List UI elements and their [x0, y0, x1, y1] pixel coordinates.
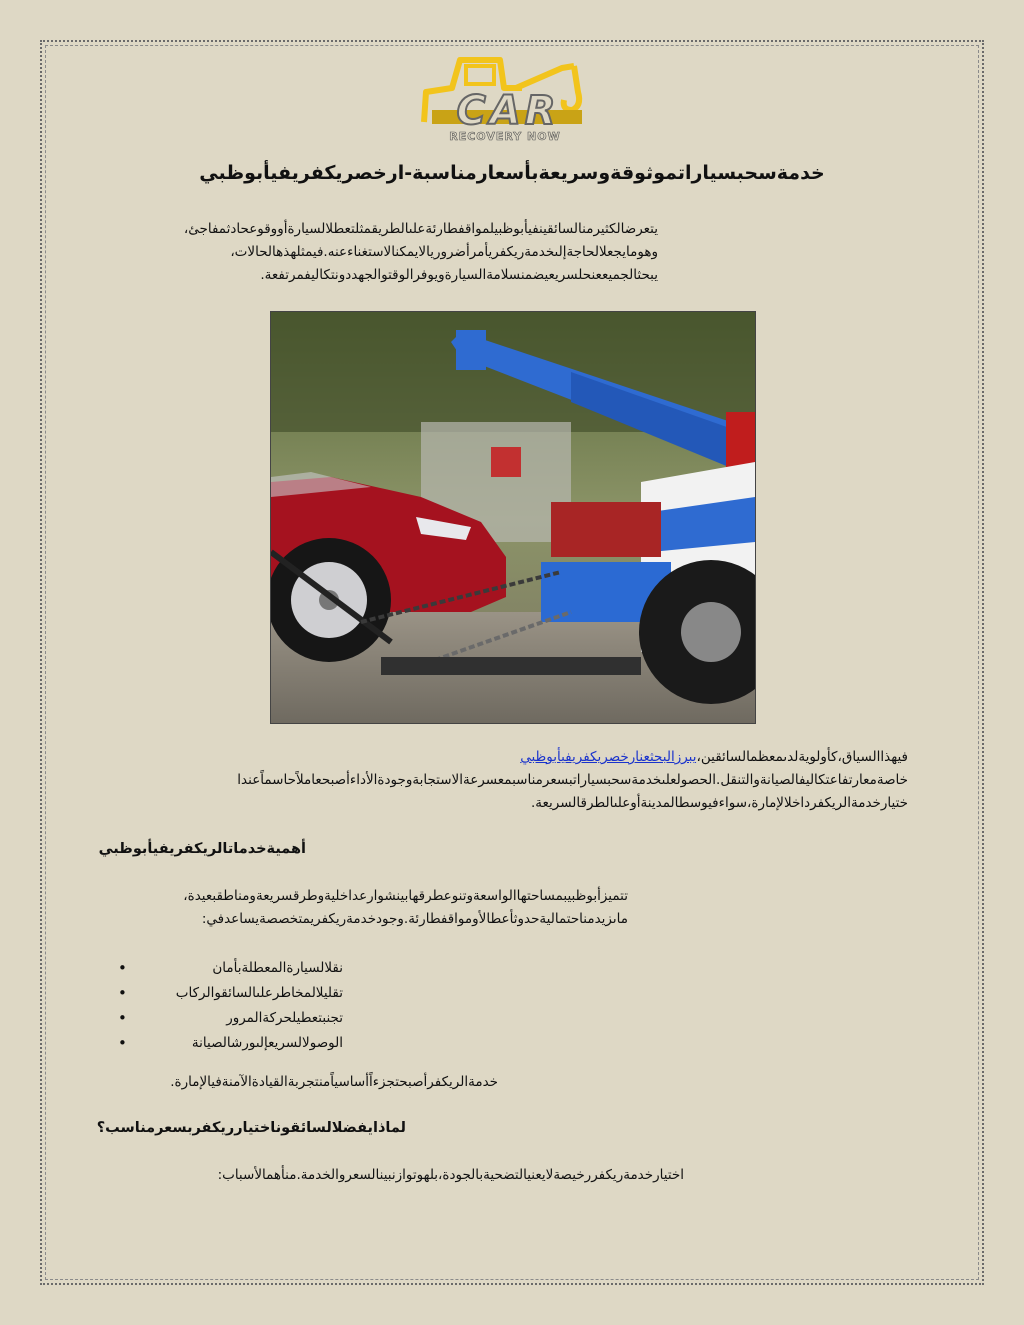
- tow-truck-logo-icon: [412, 52, 612, 146]
- context-line-1: [118, 746, 908, 769]
- intro-line: يبحثالجميععنحلسريعيضمنسلامةالسيارةويوفرالوقتوالجهددونتكاليفمرتفعة.: [260, 267, 658, 283]
- section1-line: ماىزيدمناحتماليةحدوثأعطالأومواقفطارئة.وجودخدمةريكفريمتخصصةيساعدفي:: [201, 911, 628, 927]
- context-link-wrap: [520, 746, 837, 769]
- page-title: خدمةسحبسياراتموثوقةوسريعةبأسعارمناسبة-ارخصريكفريفيأبوظبي: [199, 162, 825, 184]
- section-heading: أهميةخدماتالريكفريفيأبوظبي: [98, 841, 306, 857]
- intro-line: يتعرضالكثيرمنالسائقينفيأبوظبيلمواقفطارئةعلىالطريقمثلتعطلالسيارةأووقوعحادثمفاجئ،: [183, 221, 658, 237]
- context-line: خاصةمعارتفاعتكاليفالصيانةوالتنقل.الحصولعلىخدمةسحبسياراتبسعرمناسبمعسرعةالاستجابةوجودةالأداءأصبحعاملاًحاسماًعندا: [237, 772, 908, 788]
- section1-line: تتميزأبوظبيبمساحتهاالواسعةوتنوعطرقهابينشوارعداخليةوطرقسريعةومناطقبعيدة،: [183, 888, 628, 904]
- context-line: ختيارخدمةالريكفرداخلالإمارة،سواءفيوسطالمدينةأوعلىالطرقالسريعة.: [530, 795, 908, 811]
- list-item: تقليلالمخاطرعلىالسائقوالركاب •: [118, 981, 343, 1006]
- section2-paragraph: اختيارخدمةريكفررخيصةلايعنيالتضحيةبالجودة،بلهوتوازنبينالسعروالخدمة.منأهمالأسباب:: [217, 1167, 684, 1183]
- context-lead: فيهذاالسياق،: [837, 749, 908, 765]
- list-item: الوصولالسريعإلىورشالصيانة •: [118, 1031, 343, 1056]
- logo-brand-text: CAR: [456, 88, 560, 134]
- cheapest-recovery-link[interactable]: يبرزالبحثعنارخصريكفريفيأبوظبي: [520, 749, 697, 765]
- tow-truck-photo: [270, 311, 756, 724]
- intro-line: وهومايجعلالحاجةإلىخدمةريكفريأمرأضروريالايمكنالاستغناءعنه.فيمثلهذهالحالات،: [230, 244, 658, 260]
- list-item: نقلالسيارةالمعطلةبأمان •: [118, 956, 343, 981]
- benefits-list: [118, 956, 343, 1056]
- intro-paragraph: [118, 218, 658, 287]
- context-after-link: كأولويةلدىمعظمالسائقين،: [696, 749, 838, 765]
- logo-tagline: RECOVERY NOW: [449, 130, 561, 143]
- tow-truck-image: [271, 312, 755, 723]
- section1-paragraph: [118, 885, 628, 931]
- list-item: تجنبتعطيلحركةالمرور •: [118, 1006, 343, 1031]
- section1-closing: خدمةالريكفرأصبحتجزءاًأساسياًمنتجربةالقيادةالآمنةفيالإمارة.: [170, 1074, 498, 1090]
- context-paragraph: [118, 746, 908, 815]
- section-heading: لماذايفضلالسائقوناختيارريكفربسعرمناسب؟: [96, 1120, 406, 1136]
- car-recovery-logo: [412, 52, 612, 146]
